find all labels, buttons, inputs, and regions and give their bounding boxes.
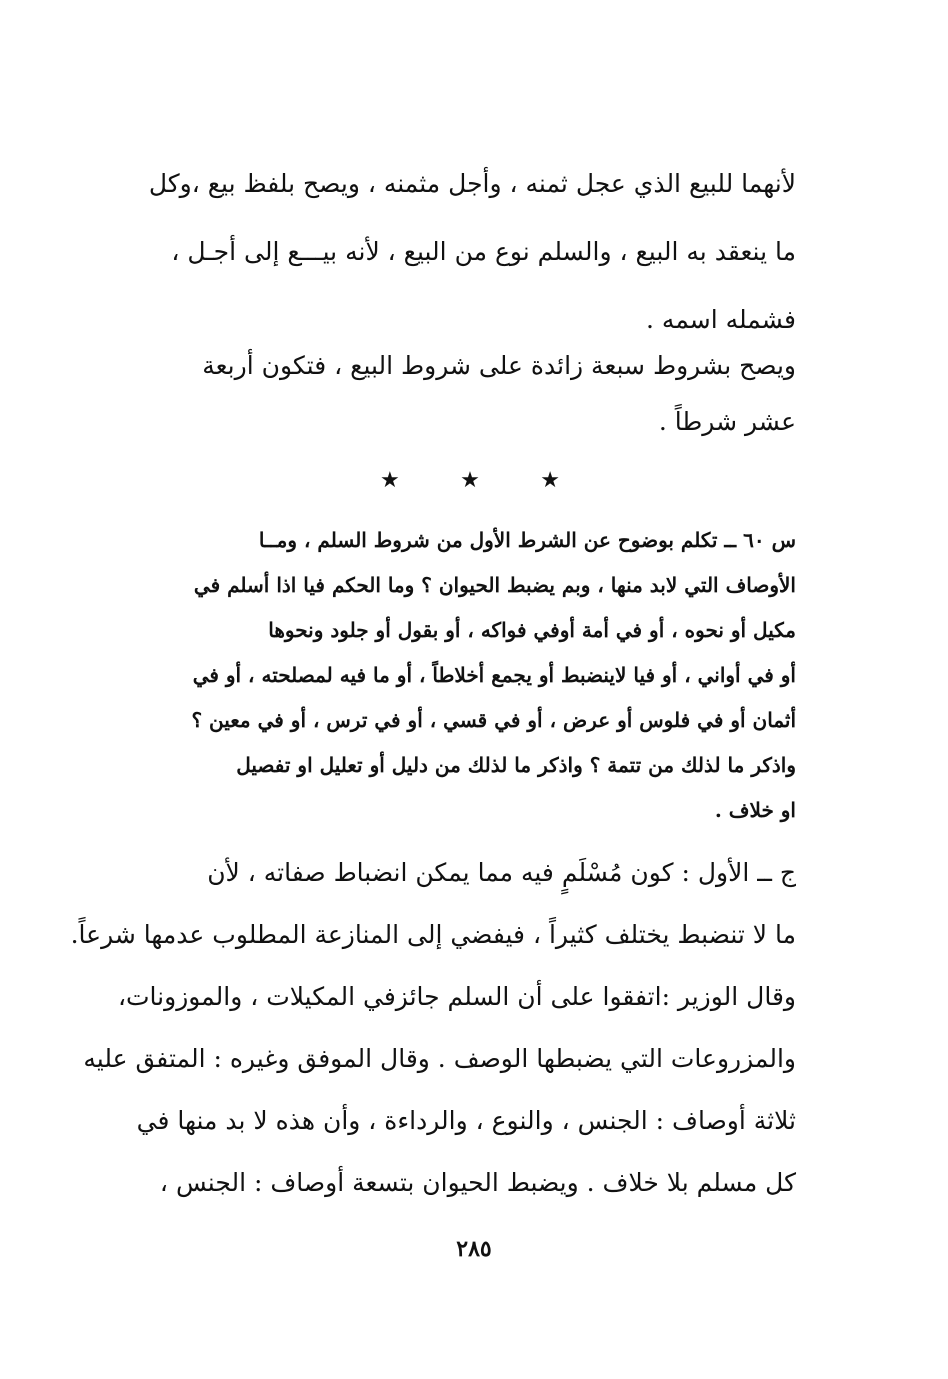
- paragraph-line: لأنهما للبيع الذي عجل ثمنه ، وأجل مثمنه ، ويصح بلفظ بيع ،وكل: [148, 169, 796, 198]
- page-number: ٢٨٥: [456, 1236, 492, 1262]
- section-divider-stars: [380, 466, 560, 496]
- question-line: س ٦٠ ــ تكلم بوضوح عن الشرط الأول من شروط السلم ، ومــا: [258, 528, 796, 552]
- answer-line: كل مسلم بلا خلاف . ويضبط الحيوان بتسعة أوصاف : الجنس ،: [159, 1168, 796, 1197]
- answer-block: [70, 842, 796, 1214]
- paragraph-line: ويصح بشروط سبعة زائدة على شروط البيع ، فتكون أربعة: [202, 351, 796, 380]
- answer-line: والمزروعات التي يضبطها الوصف . وقال الموفق وغيره : المتفق عليه: [83, 1044, 796, 1073]
- paragraph-opening: [148, 150, 796, 354]
- answer-line: ج ــ الأول : كون مُسْلَمٍ فيه مما يمكن انضباط صفاته ، لأن: [207, 858, 796, 887]
- paragraph-line: فشمله اسمه .: [646, 305, 796, 334]
- question-line: او خلاف .: [714, 798, 796, 822]
- question-line: مكيل أو نحوه ، أو في أمة أوفي فواكه ، أو بقول أو جلود ونحوها: [268, 618, 796, 642]
- question-line: أو في أواني ، أو فيا لاينضبط أو يجمع أخلاطاً ، أو ما فيه لمصلحته ، أو في: [192, 663, 796, 687]
- paragraph-line: عشر شرطاً .: [658, 407, 796, 436]
- answer-line: ثلاثة أوصاف : الجنس ، والنوع ، والرداءة ، وأن هذه لا بد منها في: [136, 1106, 796, 1135]
- star-icon: ★: [380, 468, 400, 493]
- question-line: واذكر ما لذلك من تتمة ؟ واذكر ما لذلك من دليل أو تعليل او تفصيل: [236, 753, 796, 777]
- paragraph-conditions: [148, 338, 796, 450]
- star-icon: ★: [540, 468, 560, 493]
- answer-line: ما لا تنضبط يختلف كثيراً ، فيفضي إلى المنازعة المطلوب عدمها شرعاً.: [70, 920, 796, 949]
- star-icon: ★: [460, 468, 480, 493]
- answer-line: وقال الوزير :اتفقوا على أن السلم جائزفي المكيلات ، والموزونات،: [117, 982, 796, 1011]
- question-block: [148, 518, 796, 833]
- question-line: الأوصاف التي لابد منها ، وبم يضبط الحيوان ؟ وما الحكم فيا اذا أسلم في: [193, 573, 796, 597]
- question-line: أثمان أو في فلوس أو عرض ، أو في قسي ، أو في ترس ، أو في معين ؟: [191, 708, 796, 732]
- paragraph-line: ما ينعقد به البيع ، والسلم نوع من البيع ، لأنه بيـــع إلى أجـل ،: [171, 237, 796, 266]
